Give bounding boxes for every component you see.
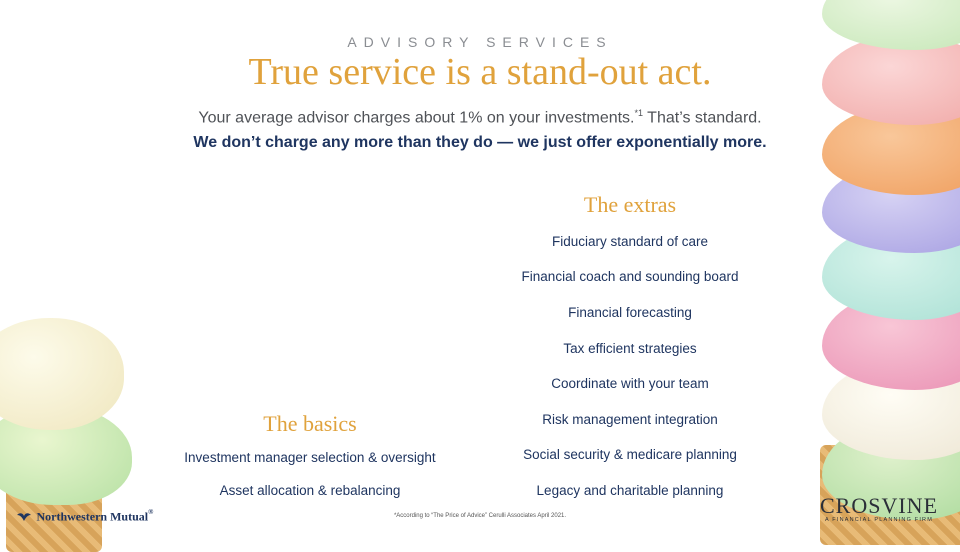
intro-line xyxy=(0,108,960,127)
eagle-icon xyxy=(16,509,32,525)
basics-item: Investment manager selection & oversight xyxy=(184,450,436,465)
extras-item: Financial forecasting xyxy=(568,305,692,320)
extras-item: Fiduciary standard of care xyxy=(551,234,709,249)
emphasis-line: We don’t charge any more than they do — we just offer exponentially more. xyxy=(193,134,767,151)
eyebrow-label: ADVISORY SERVICES xyxy=(347,34,613,50)
intro-footnote-mark: *1 xyxy=(634,108,644,118)
northwestern-mutual-logo xyxy=(16,508,153,524)
extras-item: Legacy and charitable planning xyxy=(536,483,724,498)
extras-item: Tax efficient strategies xyxy=(563,341,697,356)
crosvine-wordmark: CROSVINE xyxy=(820,493,939,518)
intro-tail: That’s standard. xyxy=(643,109,762,127)
extras-item: Coordinate with your team xyxy=(551,376,709,391)
extras-item: Social security & medicare planning xyxy=(523,447,737,462)
extras-item: Risk management integration xyxy=(542,412,718,427)
extras-item: Financial coach and sounding board xyxy=(521,269,739,284)
registered-mark: ® xyxy=(148,508,154,516)
extras-title: The extras xyxy=(583,192,677,217)
intro-main: Your average advisor charges about 1% on your investments. xyxy=(198,109,635,127)
left-scoop-vanilla xyxy=(0,318,124,430)
northwestern-mutual-text: Northwestern Mutual xyxy=(36,509,149,524)
basics-item: Asset allocation & rebalancing xyxy=(219,483,401,498)
crosvine-logo xyxy=(820,495,938,523)
headline: True service is a stand-out act. xyxy=(248,51,712,93)
basics-title: The basics xyxy=(263,411,357,436)
footnote: *According to “The Price of Advice” Cerulli Associates April 2021. xyxy=(393,513,567,519)
crosvine-tagline: A FINANCIAL PLANNING FIRM xyxy=(824,517,934,523)
